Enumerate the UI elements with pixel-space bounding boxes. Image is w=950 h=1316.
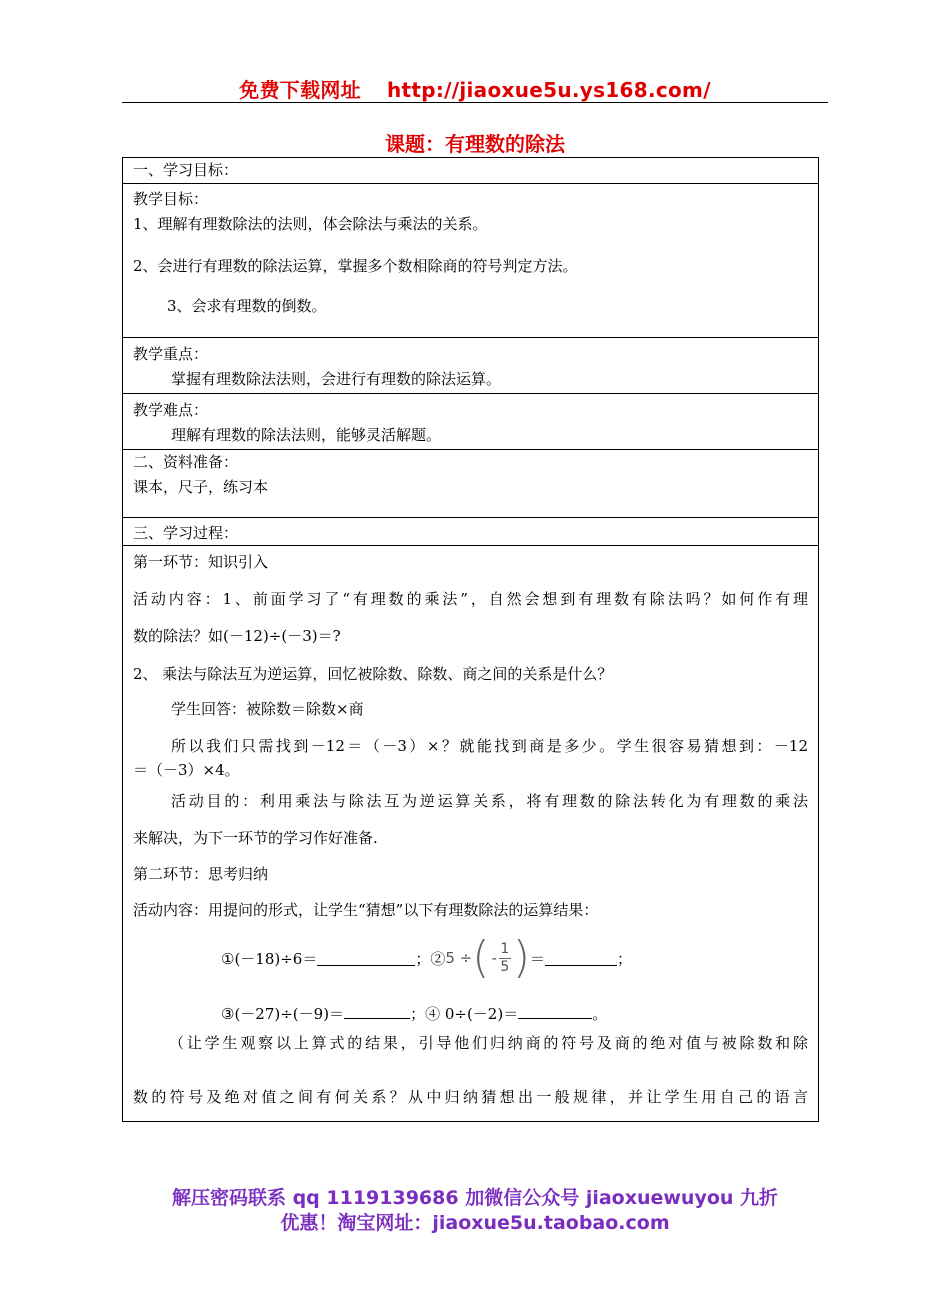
fraction-numerator: 1 xyxy=(500,940,510,957)
objectives-heading: 一、学习目标： xyxy=(133,161,239,179)
step1-line: 活动目的：利用乘法与除法互为逆运算关系，将有理数的除法转化为有理数的乘法 xyxy=(171,792,808,810)
teaching-goals-label: 教学目标： xyxy=(133,190,209,208)
exercise-2-blank xyxy=(545,951,617,966)
fraction xyxy=(499,941,511,976)
header-text xyxy=(239,78,711,102)
materials-row xyxy=(123,450,818,518)
exercise-4-prefix: ；④ 0÷(－2)＝ xyxy=(410,1005,519,1023)
footer-line-2: 优惠！淘宝网址：jiaoxue5u.taobao.com xyxy=(280,1212,670,1234)
step2-title: 第二环节：思考归纳 xyxy=(133,865,269,883)
step2-line: 数的符号及绝对值之间有何关系？从中归纳猜想出一般规律，并让学生用自己的语言 xyxy=(133,1088,808,1106)
exercise-row-2 xyxy=(221,1004,607,1024)
exercise-row-1 xyxy=(221,934,632,982)
page-title: 课题：有理数的除法 xyxy=(385,132,565,156)
exercise-3-blank xyxy=(344,1004,410,1019)
footer-line-1: 解压密码联系 qq 1119139686 加微信公众号 jiaoxuewuyou 九折 xyxy=(171,1187,779,1209)
step1-line: 数的除法？如(－12)÷(－3)＝? xyxy=(133,627,341,645)
difficulties-label: 教学难点： xyxy=(133,401,209,419)
header-url-link[interactable]: http://jiaoxue5u.ys168.com/ xyxy=(386,78,711,102)
page-header xyxy=(122,74,828,103)
exercise-1-blank xyxy=(317,951,415,966)
fraction-denominator: 5 xyxy=(500,958,510,975)
difficulties-row xyxy=(123,394,818,450)
step1-line: 学生回答：被除数＝除数×商 xyxy=(171,700,364,718)
exercise-2-prefix: ；② xyxy=(415,949,446,968)
step1-line: 2、 乘法与除法互为逆运算，回忆被除数、除数、商之间的关系是什么？ xyxy=(133,665,613,683)
step1-line: ＝（－3）×4。 xyxy=(133,761,240,779)
teaching-goals-row xyxy=(123,184,818,338)
step2-line: 活动内容：用提问的形式，让学生“猜想”以下有理数除法的运算结果： xyxy=(133,901,599,919)
exercise-1: ①(－18)÷6＝ xyxy=(221,949,318,968)
process-heading-row xyxy=(123,518,818,546)
goal-item: 3、会求有理数的倒数。 xyxy=(167,297,327,315)
difficulties-text: 理解有理数的除法法则，能够灵活解题。 xyxy=(171,426,442,444)
fraction-whole: 5 ÷ xyxy=(445,949,473,967)
objectives-heading-row xyxy=(123,158,818,184)
exercise-2-eq: ＝ xyxy=(530,949,546,968)
exercise-4-blank xyxy=(518,1004,592,1019)
left-paren: ( xyxy=(472,932,490,983)
goal-item: 2、会进行有理数的除法运算，掌握多个数相除商的符号判定方法。 xyxy=(133,257,578,275)
goal-item: 1、理解有理数除法的法则，体会除法与乘法的关系。 xyxy=(133,215,488,233)
step1-line: 活动内容：1、前面学习了“有理数的乘法”，自然会想到有理数有除法吗？如何作有理 xyxy=(133,590,808,608)
key-points-text: 掌握有理数除法法则，会进行有理数的除法运算。 xyxy=(171,370,502,388)
step1-title: 第一环节：知识引入 xyxy=(133,553,269,571)
fraction-expression xyxy=(445,932,531,983)
exercise-2-semicolon: ； xyxy=(617,949,633,968)
step1-line: 所以我们只需找到－12＝（－3）×？就能找到商是多少。学生很容易猜想到：－12 xyxy=(171,737,808,755)
process-row xyxy=(123,546,818,1121)
process-heading: 三、学习过程： xyxy=(133,524,239,542)
key-points-label: 教学重点： xyxy=(133,345,209,363)
step1-line: 来解决，为下一环节的学习作好准备. xyxy=(133,829,378,847)
header-label: 免费下载网址 xyxy=(239,78,361,102)
fraction-sign: - xyxy=(491,949,497,967)
right-paren: ) xyxy=(512,932,531,983)
step2-line: （让学生观察以上算式的结果，引导他们归纳商的符号及商的绝对值与被除数和除 xyxy=(169,1034,808,1052)
key-points-row xyxy=(123,338,818,394)
materials-text: 课本，尺子，练习本 xyxy=(133,478,269,496)
lesson-table xyxy=(122,157,819,1122)
materials-label: 二、资料准备： xyxy=(133,453,239,471)
exercise-4-end: 。 xyxy=(592,1005,608,1023)
exercise-3: ③(－27)÷(－9)＝ xyxy=(221,1005,345,1023)
